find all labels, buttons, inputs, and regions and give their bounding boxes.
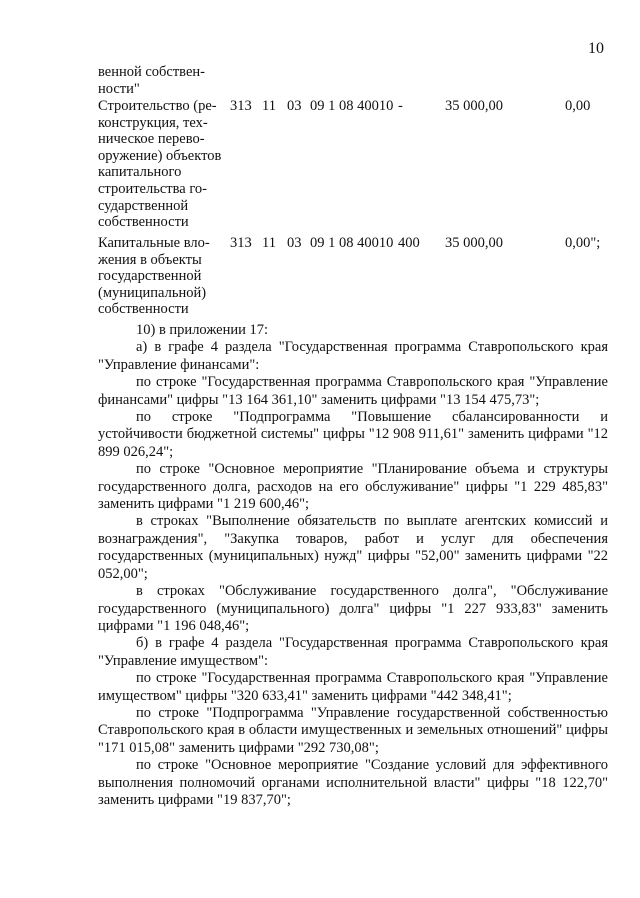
name-line: сударственной: [98, 197, 189, 214]
name-line: Капитальные вло-: [98, 235, 210, 251]
name-line: собственности: [98, 301, 189, 318]
name-line: капитального: [98, 164, 182, 181]
name-line: государственной: [98, 268, 202, 285]
paragraph: а) в графе 4 раздела "Государственная программа Ставропольского края "Управление финансами":: [98, 339, 608, 373]
subsection-code: 03: [287, 235, 302, 251]
expense-type: -: [398, 98, 403, 114]
name-line: (муниципальной): [98, 284, 207, 301]
amount-2: 0,00: [565, 98, 591, 114]
paragraph: по строке "Подпрограмма "Повышение сбалансированности и устойчивости бюджетной системы" цифры "12 908 911,61" заменить цифрами "12 899 026,24";: [98, 409, 608, 460]
paragraph: по строке "Государственная программа Ставропольского края "Управление имуществом" цифры "320 633,41" заменить цифрами "442 348,41";: [98, 670, 608, 704]
name-line: ности": [98, 80, 140, 97]
page-number: 10: [588, 40, 604, 57]
amount: 35 000,00: [445, 98, 503, 114]
name-line: конструкция, тех-: [98, 114, 208, 131]
ministry-code: 313: [230, 98, 252, 114]
name-line: жения в объекты: [98, 251, 202, 268]
name-line: венной собствен-: [98, 64, 205, 80]
paragraph: в строках "Обслуживание государственного долга", "Обслуживание государственного (муниципального) долга" цифры "1 227 933,83" заменить цифрами "1 196 048,46";: [98, 583, 608, 634]
name-line: ническое перево-: [98, 131, 205, 148]
paragraph: б) в графе 4 раздела "Государственная программа Ставропольского края "Управление имуществом":: [98, 635, 608, 669]
ministry-code: 313: [230, 235, 252, 251]
name-line: собственности: [98, 214, 189, 231]
name-line: Строительство (ре-: [98, 98, 217, 114]
expense-type: 400: [398, 235, 420, 251]
table-row-name: [98, 235, 210, 318]
paragraph: в строках "Выполнение обязательств по выплате агентских комиссий и вознаграждения", "Закупка товаров, работ и услуг для обеспечения государственных (муниципальных) нужд" цифры "52,00" заменить цифрами "22 052,00";: [98, 513, 608, 582]
section-code: 11: [262, 235, 276, 251]
table-row-name: [98, 64, 205, 97]
name-line: оружение) объектов: [98, 147, 222, 164]
amount: 35 000,00: [445, 235, 503, 251]
subsection-code: 03: [287, 98, 302, 114]
amount-2: 0,00";: [565, 235, 601, 251]
section-code: 11: [262, 98, 276, 114]
name-line: строительства го-: [98, 180, 207, 197]
paragraph: 10) в приложении 17:: [136, 322, 269, 338]
document-body: [98, 322, 608, 809]
paragraph: по строке "Подпрограмма "Управление государственной собственностью Ставропольского края в области имущественных и земельных отношений" цифры "171 015,08" заменить цифрами "292 730,08";: [98, 704, 608, 756]
table-row-name: [98, 98, 221, 231]
paragraph: по строке "Основное мероприятие "Создание условий для эффективного выполнения полномочий органами исполнительной власти" цифры "18 122,70" заменить цифрами "19 837,70";: [98, 757, 608, 808]
paragraph: по строке "Государственная программа Ставропольского края "Управление финансами" цифры "13 164 361,10" заменить цифрами "13 154 475,73";: [98, 374, 608, 408]
paragraph: по строке "Основное мероприятие "Планирование объема и структуры государственного долга, расходов на его обслуживание" цифры "1 229 485,83" заменить цифрами "1 219 600,46";: [98, 461, 608, 513]
target-article: 09 1 08 40010: [310, 98, 394, 114]
target-article: 09 1 08 40010: [310, 235, 394, 251]
